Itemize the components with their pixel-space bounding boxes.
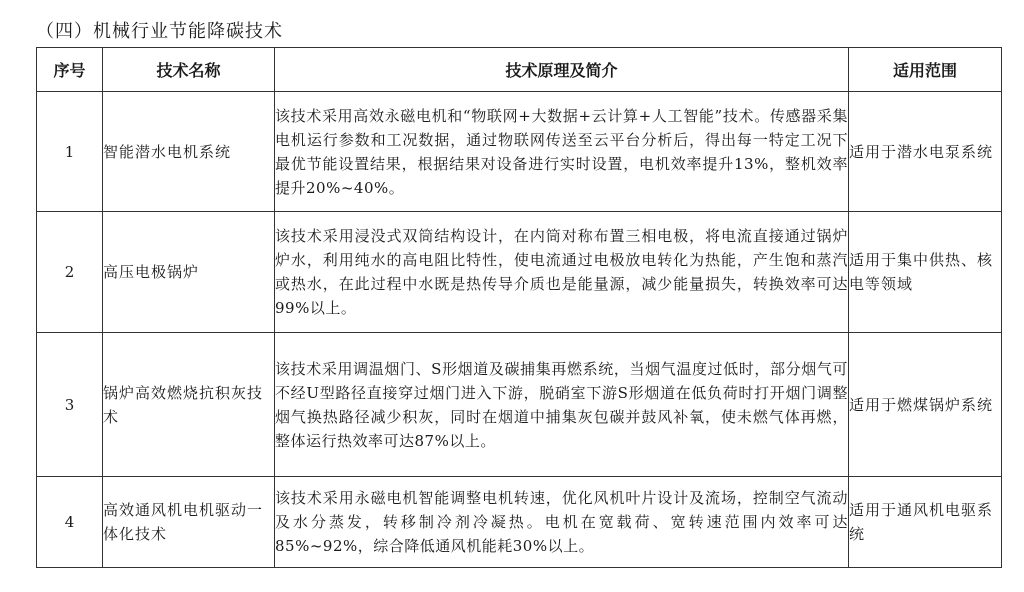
table-row xyxy=(37,333,1002,477)
technology-name: 锅炉高效燃烧抗积灰技术 xyxy=(103,333,275,477)
row-number: 1 xyxy=(37,92,103,212)
application-scope: 适用于集中供热、核电等领域 xyxy=(849,212,1002,333)
column-header-scope: 适用范围 xyxy=(849,48,1002,92)
row-number: 3 xyxy=(37,333,103,477)
technology-description: 该技术采用高效永磁电机和“物联网+大数据+云计算+人工智能”技术。传感器采集电机运行参数和工况数据，通过物联网传送至云平台分析后，得出每一特定工况下最优节能设置结果，根据结果对设备进行实时设置，电机效率提升13%，整机效率提升20%~40%。 xyxy=(275,92,849,212)
row-number: 4 xyxy=(37,477,103,568)
application-scope: 适用于燃煤锅炉系统 xyxy=(849,333,1002,477)
table-row xyxy=(37,477,1002,568)
table-row xyxy=(37,212,1002,333)
technology-name: 智能潜水电机系统 xyxy=(103,92,275,212)
technology-name: 高压电极锅炉 xyxy=(103,212,275,333)
table-header-row xyxy=(37,48,1002,92)
application-scope: 适用于潜水电泵系统 xyxy=(849,92,1002,212)
section-heading: （四）机械行业节能降碳技术 xyxy=(36,21,283,42)
column-header-name: 技术名称 xyxy=(103,48,275,92)
technology-description: 该技术采用浸没式双筒结构设计，在内筒对称布置三相电极，将电流直接通过锅炉炉水，利用纯水的高电阻比特性，使电流通过电极放电转化为热能，产生饱和蒸汽或热水，在此过程中水既是热传导介质也是能量源，减少能量损失，转换效率可达99%以上。 xyxy=(275,212,849,333)
technology-name: 高效通风机电机驱动一体化技术 xyxy=(103,477,275,568)
table-row xyxy=(37,92,1002,212)
technology-table xyxy=(36,47,1002,568)
technology-description: 该技术采用调温烟门、S形烟道及碳捕集再燃系统，当烟气温度过低时，部分烟气可不经U型路径直接穿过烟门进入下游，脱硝室下游S形烟道在低负荷时打开烟门调整烟气换热路径减少积灰，同时在烟道中捕集灰包碳并鼓风补氧，使未燃气体再燃，整体运行热效率可达87%以上。 xyxy=(275,333,849,477)
application-scope: 适用于通风机电驱系统 xyxy=(849,477,1002,568)
column-header-num: 序号 xyxy=(37,48,103,92)
technology-description: 该技术采用永磁电机智能调整电机转速，优化风机叶片设计及流场，控制空气流动及水分蒸发，转移制冷剂冷凝热。电机在宽载荷、宽转速范围内效率可达85%~92%，综合降低通风机能耗30%以上。 xyxy=(275,477,849,568)
column-header-desc: 技术原理及简介 xyxy=(275,48,849,92)
row-number: 2 xyxy=(37,212,103,333)
